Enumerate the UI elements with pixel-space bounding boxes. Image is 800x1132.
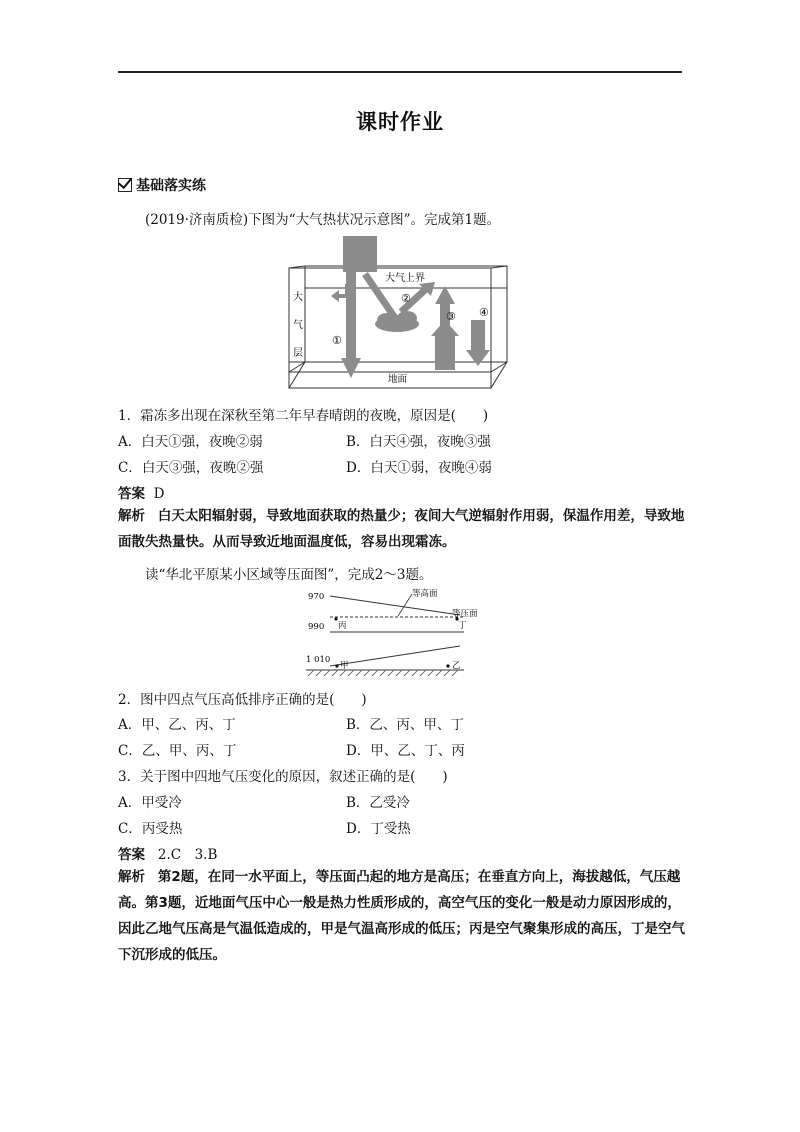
side-label-2: 气 <box>293 320 303 331</box>
analysis-1 <box>118 503 688 555</box>
isobar-diagram <box>300 586 480 678</box>
answer-value: 2.C 3.B <box>157 847 218 863</box>
side-label-3: 层 <box>293 348 303 359</box>
intro-q1: (2019·济南质检)下图为“大气热状况示意图”。完成第1题。 <box>145 212 501 228</box>
ground-label: 地面 <box>388 374 408 385</box>
top-rule <box>118 71 682 73</box>
level-1010: 1 010 <box>306 655 331 665</box>
q1-stem: 1．霜冻多出现在深秋至第二年早春晴朗的夜晚，原因是( ) <box>118 408 489 424</box>
answer-1 <box>118 482 164 502</box>
q3-option-b: B．乙受冷 <box>346 795 410 811</box>
q3-option-c: C．丙受热 <box>118 821 183 837</box>
q1-option-d: D．白天①弱，夜晚④弱 <box>346 460 492 476</box>
answer-value: D <box>153 486 165 502</box>
point-bing: 丙 <box>338 621 347 631</box>
intro-q2-3: 读“华北平原某小区域等压面图”，完成2～3题。 <box>145 567 433 583</box>
q1-option-c: C．白天③强，夜晚②强 <box>118 460 264 476</box>
level-990: 990 <box>308 622 325 632</box>
q2-option-c: C．乙、甲、丙、丁 <box>118 743 237 759</box>
answer-2-3 <box>118 843 217 863</box>
point-jia: 甲 <box>340 661 349 671</box>
atmosphere-heat-diagram <box>285 232 525 392</box>
atmosphere-top-label: 大气上界 <box>385 273 425 284</box>
section-label: 基础落实练 <box>136 178 206 194</box>
point-ding: 丁 <box>458 621 467 631</box>
q3-stem: 3．关于图中四地气压变化的原因，叙述正确的是( ) <box>118 769 448 785</box>
analysis-text: 第2题，在同一水平面上，等压面凸起的地方是高压；在垂直方向上，海拔越低，气压越高。第3题，近地面气压中心一般是热力性质形成的，高空气压的变化一般是动力原因形成的，因此乙地气压高是气温低造成的，甲是气温高形成的低压；丙是空气聚集形成的高压，丁是空气下沉形成的低压。 <box>118 869 685 963</box>
checkbox-icon <box>118 178 132 192</box>
sun-radiation-source <box>343 236 377 272</box>
marker-4: ④ <box>479 306 489 319</box>
q2-option-b: B．乙、丙、甲、丁 <box>346 717 464 733</box>
page-title: 课时作业 <box>356 110 444 134</box>
analysis-label: 解析 <box>118 508 145 524</box>
analysis-text: 白天太阳辐射弱，导致地面获取的热量少；夜间大气逆辐射作用弱，保温作用差，导致地面散失热量快。从而导致近地面温度低，容易出现霜冻。 <box>118 508 685 550</box>
analysis-2-3 <box>118 864 688 968</box>
label-equal-height: 等高面 <box>412 589 438 599</box>
q2-option-d: D．甲、乙、丁、丙 <box>346 743 465 759</box>
q1-option-a: A．白天①强，夜晚②弱 <box>118 434 263 450</box>
q3-option-a: A．甲受冷 <box>118 795 182 811</box>
marker-1: ① <box>332 334 342 347</box>
section-heading <box>118 175 206 195</box>
point-yi: 乙 <box>452 661 461 671</box>
q2-option-a: A．甲、乙、丙、丁 <box>118 717 236 733</box>
q2-stem: 2．图中四点气压高低排序正确的是( ) <box>118 692 367 708</box>
q3-option-d: D．丁受热 <box>346 821 411 837</box>
answer-label: 答案 <box>118 486 145 502</box>
answer-label: 答案 <box>118 847 145 863</box>
marker-2: ② <box>401 292 411 305</box>
analysis-label: 解析 <box>118 869 145 885</box>
marker-3: ③ <box>446 310 456 323</box>
q1-option-b: B．白天④强，夜晚③强 <box>346 434 491 450</box>
level-970: 970 <box>308 592 325 602</box>
label-isobar: 等压面 <box>452 609 478 619</box>
side-label-1: 大 <box>293 292 303 303</box>
